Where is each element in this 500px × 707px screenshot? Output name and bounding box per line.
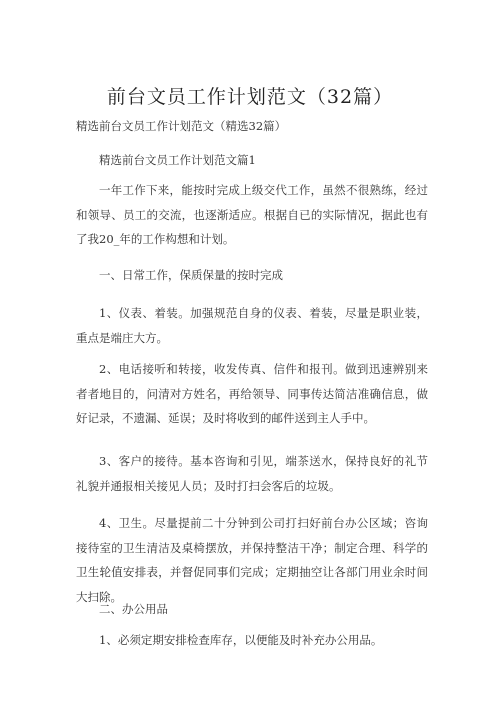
paragraph-phone: 2、电话接听和转接，收发传真、信件和报刊。做到迅速辨别来者者地目的，问清对方姓名，再给领导、同事传达简洁准确信息，做好记录，不遗漏、延误；及时将收到的邮件送到主人手中。 xyxy=(76,362,428,425)
heading-office-supplies: 二、办公用品 xyxy=(99,602,168,616)
paragraph-reception: 3、客户的接待。基本咨询和引见，端茶送水，保持良好的礼节礼貌并通报相关接见人员；及时打扫会客后的垃圾。 xyxy=(76,454,428,493)
paragraph-hygiene: 4、卫生。尽量提前二十分钟到公司打扫好前台办公区域；咨询接待室的卫生清洁及桌椅摆放，并保持整洁干净；制定合理、科学的卫生轮值安排表，并督促同事们完成；定期抽空让各部门用业余时间大扫除。 xyxy=(76,516,428,604)
paragraph-supplies: 1、必须定期安排检查库存，以便能及时补充办公用品。 xyxy=(99,633,383,647)
heading-daily-work: 一、日常工作，保质保量的按时完成 xyxy=(99,268,283,282)
document-subtitle: 精选前台文员工作计划范文（精选32篇） xyxy=(76,119,287,133)
paragraph-intro: 一年工作下来，能按时完成上级交代工作，虽然不很熟练，经过和领导、员工的交流，也逐渐适应。根据自已的实际情况，据此也有了我20_年的工作构想和计划。 xyxy=(76,183,428,246)
document-title: 前台文员工作计划范文（32篇） xyxy=(106,86,394,108)
section-heading: 精选前台文员工作计划范文篇1 xyxy=(99,153,256,167)
paragraph-appearance: 1、仪表、着装。加强规范自身的仪表、着装，尽量是职业装，重点是端庄大方。 xyxy=(76,306,428,345)
